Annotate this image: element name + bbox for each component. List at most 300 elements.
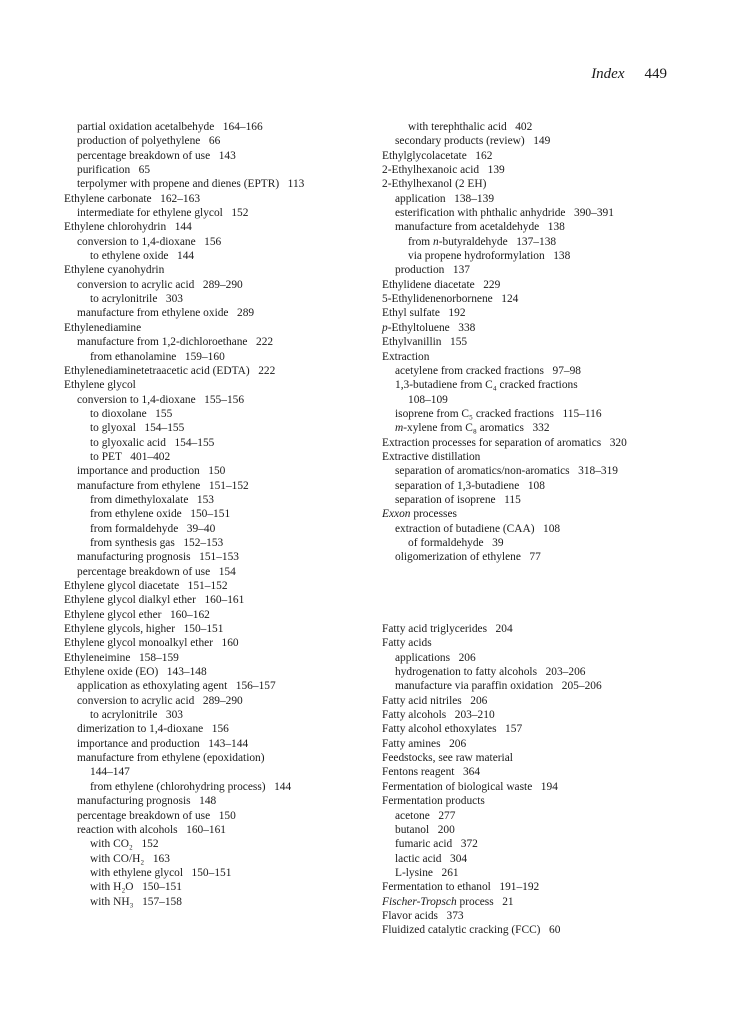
index-entry — [64, 450, 364, 464]
index-entry — [382, 235, 682, 249]
index-entry — [64, 765, 364, 779]
index-pages: 304 — [441, 852, 468, 865]
index-entry — [64, 393, 364, 407]
index-entry — [64, 880, 364, 894]
index-term: secondary products (review) — [395, 135, 525, 148]
index-entry — [64, 464, 364, 478]
index-entry — [64, 565, 364, 579]
index-term: from ethylene oxide — [90, 508, 182, 521]
index-pages: 203–206 — [537, 666, 586, 679]
index-pages: 150–151 — [183, 866, 232, 879]
index-entry — [64, 364, 364, 378]
index-term: manufacture from ethylene — [77, 479, 201, 492]
index-entry — [382, 679, 682, 693]
index-term: Ethylene glycol monoalkyl ether — [64, 637, 213, 650]
index-term: Extraction processes for separation of aromatics — [382, 436, 602, 449]
index-entry — [64, 679, 364, 693]
index-pages: 155–156 — [195, 393, 245, 406]
index-entry — [64, 866, 364, 880]
index-pages: 150–151 — [181, 508, 231, 521]
index-term: from n-butyraldehyde — [408, 235, 508, 248]
index-entry — [382, 866, 682, 880]
index-pages: 144 — [166, 221, 192, 234]
index-entry — [64, 421, 364, 435]
index-entry — [382, 134, 682, 148]
index-entry — [382, 765, 682, 779]
index-pages: 152 — [222, 207, 249, 220]
index-pages: 143–148 — [158, 666, 207, 679]
index-term: Ethylene cyanohydrin — [64, 264, 165, 277]
index-pages: 156–157 — [227, 680, 276, 693]
index-pages: 164–166 — [214, 121, 263, 133]
index-pages: 401–402 — [121, 450, 171, 463]
page-number: 449 — [644, 66, 667, 82]
index-term: isoprene from C₅ cracked fractions — [395, 407, 554, 420]
index-entry — [64, 235, 364, 249]
index-pages: 372 — [452, 838, 478, 851]
index-entry — [382, 306, 682, 320]
index-entry — [382, 220, 682, 234]
index-entry — [382, 708, 682, 722]
index-pages: 154–155 — [165, 436, 215, 449]
index-pages: 157–158 — [133, 895, 182, 908]
index-term: reaction with alcohols — [77, 823, 178, 836]
index-entry — [64, 651, 364, 665]
index-term: manufacture from ethylene (epoxidation) — [77, 752, 265, 765]
index-term: Ethylenediaminetetraacetic acid (EDTA) — [64, 364, 250, 377]
index-entry — [382, 450, 682, 464]
index-term: Fatty amines — [382, 737, 441, 750]
index-pages: 139 — [479, 164, 505, 177]
index-pages: 151–153 — [190, 551, 239, 564]
index-pages: 149 — [524, 135, 551, 148]
index-term: 2-Ethylhexanol (2 EH) — [382, 178, 487, 191]
index-entry — [382, 507, 682, 521]
index-entry — [382, 249, 682, 263]
index-term: Ethylenediamine — [64, 321, 142, 334]
index-pages: 332 — [523, 422, 550, 435]
index-pages: 150 — [210, 809, 236, 822]
index-term: Ethylene carbonate — [64, 192, 152, 205]
index-entry — [64, 278, 364, 292]
index-pages: 191–192 — [490, 881, 540, 894]
index-pages: 162–163 — [151, 192, 201, 205]
index-term: fumaric acid — [395, 838, 453, 851]
index-pages: 143–144 — [199, 737, 249, 750]
index-term: m-xylene from C₈ aromatics — [395, 422, 524, 435]
index-term: dimerization to 1,4-dioxane — [77, 723, 204, 736]
index-entry — [64, 852, 364, 866]
index-term: to ethylene oxide — [90, 250, 169, 263]
index-term: with CO/H₂ — [90, 852, 145, 865]
index-term: Fatty acid nitriles — [382, 694, 462, 707]
index-term: from dimethyloxalate — [90, 493, 189, 506]
index-entry — [64, 809, 364, 823]
index-term: L-lysine — [395, 866, 433, 879]
index-term: Ethylglycolacetate — [382, 149, 467, 162]
index-term: Ethylidene diacetate — [382, 278, 475, 291]
index-entry — [64, 636, 364, 650]
index-pages: 115–116 — [553, 407, 602, 420]
index-term: acetone — [395, 809, 430, 822]
index-entry — [382, 794, 682, 808]
index-term: applications — [395, 651, 451, 664]
index-term: Fatty alcohols — [382, 709, 447, 722]
index-entry — [64, 794, 364, 808]
index-term: conversion to 1,4-dioxane — [77, 393, 196, 406]
index-pages: 113 — [279, 178, 305, 191]
index-pages: 320 — [601, 436, 627, 449]
index-entry — [382, 880, 682, 894]
index-entry — [382, 206, 682, 220]
index-entry — [382, 651, 682, 665]
index-entry — [382, 622, 682, 636]
index-pages: 222 — [247, 336, 274, 349]
index-entry — [382, 120, 682, 134]
index-term: Ethylene glycol ether — [64, 608, 162, 621]
index-term: Fatty acids — [382, 637, 432, 650]
index-entry — [64, 823, 364, 837]
index-entry — [382, 378, 682, 392]
index-pages: 39–40 — [178, 522, 216, 535]
index-column-right — [382, 120, 682, 938]
index-pages: 373 — [438, 909, 464, 922]
index-term: manufacturing prognosis — [77, 795, 191, 808]
index-pages: 364 — [454, 766, 481, 779]
index-term: percentage breakdown of use — [77, 809, 211, 822]
index-pages: 303 — [157, 709, 184, 722]
index-pages: 156 — [203, 723, 229, 736]
index-pages: 137 — [444, 264, 470, 277]
index-pages: 390–391 — [565, 207, 614, 220]
letter-section-gap — [382, 565, 682, 622]
index-term: extraction of butadiene (CAA) — [395, 522, 535, 535]
index-entry — [64, 263, 364, 277]
index-term: to dioxolane — [90, 407, 147, 420]
index-term: acetylene from cracked fractions — [395, 364, 544, 377]
index-entry — [64, 177, 364, 191]
index-entry — [382, 909, 682, 923]
index-pages: 163 — [144, 852, 170, 865]
index-pages: 155 — [441, 336, 468, 349]
index-entry — [64, 479, 364, 493]
index-entry — [64, 536, 364, 550]
index-term: to PET — [90, 450, 122, 463]
index-term: manufacture from acetaldehyde — [395, 221, 540, 234]
index-entry — [382, 722, 682, 736]
index-pages: 97–98 — [543, 364, 581, 377]
index-pages: 138 — [544, 250, 571, 263]
index-term: Ethylvanillin — [382, 336, 442, 349]
index-term: to acrylonitrile — [90, 709, 158, 722]
index-term: Ethyl sulfate — [382, 307, 440, 320]
index-column-left — [64, 120, 364, 909]
index-pages: 204 — [487, 623, 513, 636]
index-entry — [382, 852, 682, 866]
index-term: Ethylene glycol — [64, 379, 136, 392]
index-term: Fermentation to ethanol — [382, 881, 491, 894]
section-title: Index — [591, 66, 625, 82]
index-entry — [64, 306, 364, 320]
index-entry — [64, 579, 364, 593]
index-pages: 303 — [157, 293, 184, 306]
index-term: 108–109 — [408, 393, 448, 406]
index-term: importance and production — [77, 737, 200, 750]
index-term: application — [395, 192, 446, 205]
index-entry — [64, 622, 364, 636]
index-pages: 108 — [534, 522, 561, 535]
index-entry — [382, 292, 682, 306]
index-entry — [382, 192, 682, 206]
index-term: application as ethoxylating agent — [77, 680, 228, 693]
index-term: 2-Ethylhexanoic acid — [382, 164, 480, 177]
index-entry — [64, 292, 364, 306]
index-pages: 60 — [540, 924, 561, 937]
index-entry — [64, 751, 364, 765]
index-entry — [64, 206, 364, 220]
index-term: terpolymer with propene and dienes (EPTR) — [77, 178, 280, 191]
index-entry — [382, 536, 682, 550]
index-entry — [382, 923, 682, 937]
index-term: separation of isoprene — [395, 493, 496, 506]
index-term: production of polyethylene — [77, 135, 201, 148]
index-entry — [64, 550, 364, 564]
index-term: manufacture via paraffin oxidation — [395, 680, 554, 693]
index-term: Fermentation of biological waste — [382, 780, 533, 793]
index-entry — [382, 177, 682, 191]
index-entry — [382, 550, 682, 564]
index-entry — [64, 507, 364, 521]
index-term: butanol — [395, 823, 430, 836]
index-pages: 152 — [132, 838, 159, 851]
index-term: conversion to acrylic acid — [77, 278, 195, 291]
index-pages: 150–151 — [133, 881, 182, 894]
index-entry — [64, 192, 364, 206]
index-pages: 154–155 — [135, 422, 185, 435]
index-entry — [382, 421, 682, 435]
index-entry — [382, 350, 682, 364]
index-pages: 137–138 — [507, 235, 557, 248]
index-entry — [64, 407, 364, 421]
index-term: 144–147 — [90, 766, 130, 779]
index-entry — [64, 593, 364, 607]
index-term: with H₂O — [90, 881, 134, 894]
index-term: Fatty alcohol ethoxylates — [382, 723, 497, 736]
index-pages: 194 — [532, 780, 558, 793]
index-term: to glyoxalic acid — [90, 436, 166, 449]
index-entry — [64, 134, 364, 148]
index-entry — [382, 823, 682, 837]
index-entry — [382, 837, 682, 851]
index-pages: 402 — [506, 121, 533, 133]
index-pages: 261 — [432, 866, 459, 879]
index-pages: 289–290 — [194, 278, 243, 291]
index-term: with NH₃ — [90, 895, 134, 908]
index-pages: 150 — [199, 465, 226, 478]
index-term: p-Ethyltoluene — [382, 321, 450, 334]
index-entry — [382, 321, 682, 335]
index-entry — [382, 636, 682, 650]
index-pages: 200 — [429, 823, 455, 836]
index-term: Ethylene oxide (EO) — [64, 666, 159, 679]
index-term: 1,3-butadiene from C₄ cracked fractions — [395, 379, 578, 392]
index-entry — [64, 737, 364, 751]
index-entry — [64, 895, 364, 909]
index-term: percentage breakdown of use — [77, 565, 211, 578]
index-term: percentage breakdown of use — [77, 149, 211, 162]
index-term: Fischer-Tropsch process — [382, 895, 494, 908]
index-term: purification — [77, 164, 131, 177]
index-term: 5-Ethylidenenorbornene — [382, 293, 493, 306]
index-term: intermediate for ethylene glycol — [77, 207, 223, 220]
index-pages: 65 — [130, 164, 151, 177]
index-term: Fluidized catalytic cracking (FCC) — [382, 924, 541, 937]
index-entry — [64, 163, 364, 177]
index-pages: 154 — [210, 565, 236, 578]
index-term: separation of aromatics/non-aromatics — [395, 465, 570, 478]
index-term: Ethylene glycols, higher — [64, 623, 176, 636]
index-pages: 143 — [210, 149, 236, 162]
index-pages: 152–153 — [174, 536, 224, 549]
index-pages: 159–160 — [176, 350, 225, 363]
index-term: partial oxidation acetalbehyde — [77, 121, 215, 133]
index-pages: 289–290 — [194, 694, 243, 707]
index-term: Ethylene glycol diacetate — [64, 580, 180, 592]
index-pages: 138 — [539, 221, 565, 234]
index-entry — [382, 263, 682, 277]
index-term: Feedstocks, see raw material — [382, 752, 513, 765]
index-term: with CO₂ — [90, 838, 133, 851]
index-entry — [64, 350, 364, 364]
index-term: from formaldehyde — [90, 522, 179, 535]
index-pages: 144 — [265, 780, 292, 793]
index-pages: 160–161 — [177, 823, 227, 836]
index-pages: 205–206 — [553, 680, 602, 693]
index-entry — [382, 364, 682, 378]
index-pages: 66 — [200, 135, 221, 148]
index-entry — [64, 149, 364, 163]
index-pages: 162 — [466, 149, 493, 162]
index-pages: 289 — [228, 307, 255, 320]
index-term: Ethylene glycol dialkyl ether — [64, 594, 196, 607]
index-entry — [382, 149, 682, 163]
index-term: Extractive distillation — [382, 450, 481, 463]
index-entry — [64, 335, 364, 349]
index-entry — [64, 608, 364, 622]
index-pages: 206 — [440, 737, 467, 750]
index-term: via propene hydroformylation — [408, 250, 545, 263]
index-term: with terephthalic acid — [408, 121, 507, 133]
index-entry — [64, 522, 364, 536]
index-term: separation of 1,3-butadiene — [395, 479, 520, 492]
index-entry — [382, 393, 682, 407]
index-term: esterification with phthalic anhydride — [395, 207, 566, 220]
index-entry — [64, 493, 364, 507]
index-pages: 77 — [520, 551, 541, 564]
index-term: of formaldehyde — [408, 536, 484, 549]
index-entry — [382, 464, 682, 478]
page-header — [591, 66, 667, 83]
index-pages: 39 — [483, 536, 504, 549]
index-entry — [64, 378, 364, 392]
index-pages: 222 — [249, 364, 276, 377]
index-term: manufacture from 1,2-dichloroethane — [77, 336, 248, 349]
index-pages: 203–210 — [446, 709, 495, 722]
index-pages: 229 — [474, 278, 501, 291]
index-term: Fermentation products — [382, 795, 485, 808]
index-entry — [64, 722, 364, 736]
index-term: Ethylene chlorohydrin — [64, 221, 167, 234]
index-term: conversion to 1,4-dioxane — [77, 235, 196, 248]
index-term: lactic acid — [395, 852, 442, 865]
index-entry — [382, 522, 682, 536]
index-pages: 160–162 — [161, 608, 210, 621]
index-term: Fatty acid triglycerides — [382, 623, 488, 636]
index-pages: 192 — [439, 307, 466, 320]
index-pages: 158–159 — [130, 651, 179, 664]
index-pages: 115 — [495, 493, 521, 506]
index-pages: 338 — [449, 321, 476, 334]
index-term: Flavor acids — [382, 909, 438, 922]
index-term: from ethylene (chlorohydring process) — [90, 780, 266, 793]
index-entry — [382, 493, 682, 507]
index-entry — [382, 809, 682, 823]
index-term: Ethyleneimine — [64, 651, 131, 664]
index-pages: 148 — [190, 795, 217, 808]
index-pages: 21 — [493, 895, 514, 908]
index-entry — [64, 708, 364, 722]
index-pages: 206 — [461, 694, 488, 707]
index-pages: 160–161 — [195, 594, 245, 607]
index-term: with ethylene glycol — [90, 866, 183, 879]
index-term: hydrogenation to fatty alcohols — [395, 666, 538, 679]
index-entry — [382, 479, 682, 493]
index-term: Fentons reagent — [382, 766, 455, 779]
index-entry — [64, 321, 364, 335]
index-term: manufacture from ethylene oxide — [77, 307, 229, 320]
index-pages: 206 — [450, 651, 476, 664]
index-pages: 151–152 — [200, 479, 249, 492]
index-term: importance and production — [77, 465, 200, 478]
index-pages: 151–152 — [179, 580, 228, 592]
index-pages: 160 — [213, 637, 239, 650]
index-term: to acrylonitrile — [90, 293, 158, 306]
index-entry — [382, 436, 682, 450]
index-term: to glyoxal — [90, 422, 136, 435]
index-entry — [64, 837, 364, 851]
index-entry — [64, 694, 364, 708]
index-entry — [382, 895, 682, 909]
index-pages: 156 — [195, 235, 222, 248]
index-entry — [382, 694, 682, 708]
index-entry — [382, 780, 682, 794]
index-entry — [64, 665, 364, 679]
index-entry — [382, 665, 682, 679]
index-entry — [64, 780, 364, 794]
index-term: from ethanolamine — [90, 350, 177, 363]
index-term: production — [395, 264, 445, 277]
index-term: conversion to acrylic acid — [77, 694, 195, 707]
index-entry — [64, 436, 364, 450]
index-pages: 157 — [496, 723, 523, 736]
index-pages: 150–151 — [175, 623, 224, 636]
index-entry — [64, 249, 364, 263]
index-term: Extraction — [382, 350, 430, 363]
index-pages: 144 — [168, 250, 195, 263]
index-entry — [64, 120, 364, 134]
index-term: manufacturing prognosis — [77, 551, 191, 564]
index-term: Exxon processes — [382, 508, 457, 521]
